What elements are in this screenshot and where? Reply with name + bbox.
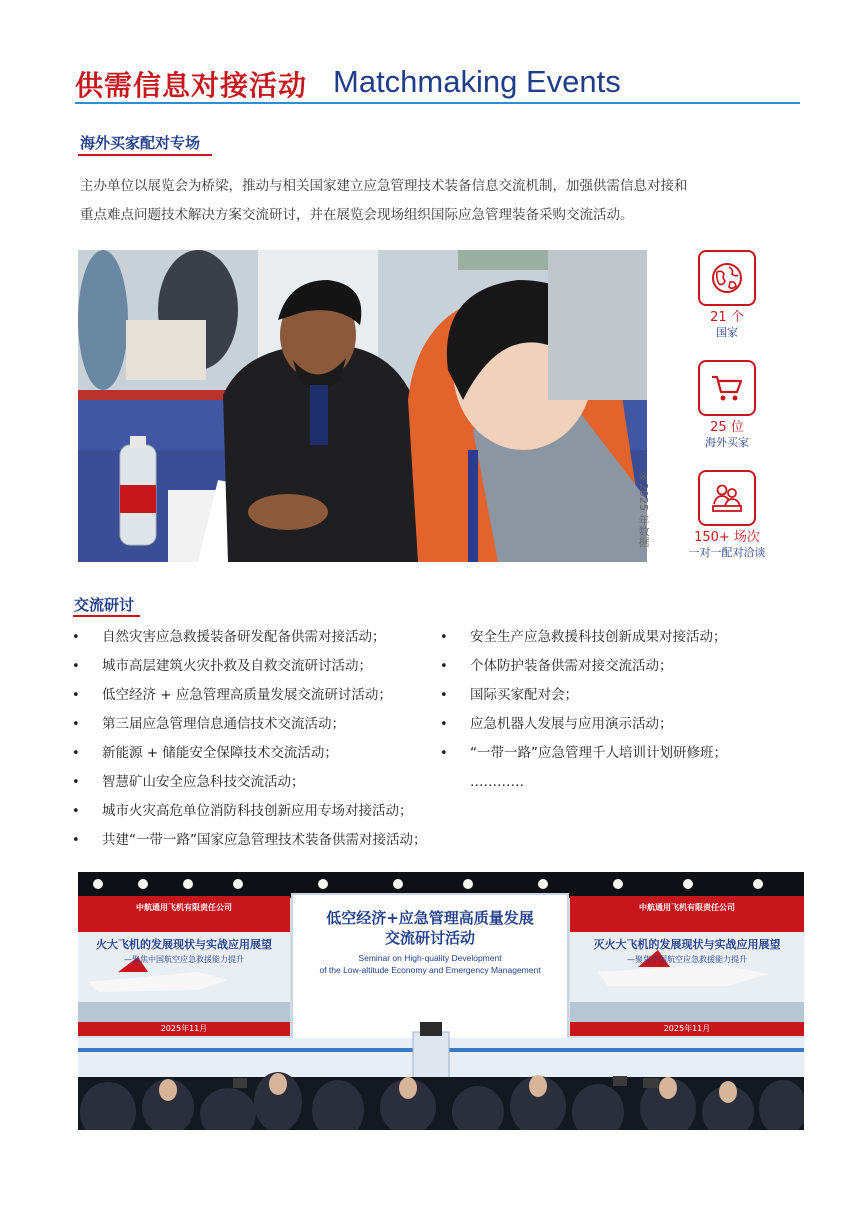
header-divider (75, 102, 800, 104)
list-item-text: 安全生产应急救援科技创新成果对接活动； (470, 629, 727, 645)
stage-right-title: 灭火大飞机的发展现状与实战应用展望 (593, 938, 781, 951)
stat-countries (684, 250, 770, 340)
seminar-list-right (440, 623, 727, 797)
bullet: • (440, 630, 448, 645)
section-title-underline (73, 615, 140, 617)
list-item (72, 652, 427, 681)
list-item (440, 623, 727, 652)
section-title-seminars: 交流研讨 (74, 596, 135, 614)
bullet: • (440, 659, 448, 674)
list-item-text: 第三届应急管理信息通信技术交流活动； (102, 716, 345, 732)
bullet: • (72, 804, 80, 819)
stage-left-date: 2025年11月 (160, 1024, 208, 1033)
ellipsis-text: ………… (470, 774, 524, 790)
seminar-list-left (72, 623, 427, 855)
list-item (72, 739, 427, 768)
seminar-stage-photo (78, 872, 804, 1130)
stage-left-company: 中航通用飞机有限责任公司 (136, 903, 232, 912)
stat-countries-number: 21 个 (710, 310, 744, 325)
list-item-text: 自然灾害应急救援装备研发配备供需对接活动； (102, 629, 386, 645)
list-item-text: 智慧矿山安全应急科技交流活动； (102, 774, 305, 790)
bullet: • (440, 746, 448, 761)
list-item-text: 城市高层建筑火灾扑救及自救交流研讨活动； (102, 658, 372, 674)
list-item (72, 681, 427, 710)
list-item (72, 710, 427, 739)
list-item-text: 低空经济 + 应急管理高质量发展交流研讨活动； (102, 687, 392, 703)
globe-icon (698, 250, 756, 306)
intro-line-2: 重点难点问题技术解决方案交流研讨，并在展览会现场组织国际应急管理装备采购交流活动。 (80, 207, 634, 223)
list-item (72, 826, 427, 855)
list-item-text: 共建“一带一路”国家应急管理技术装备供需对接活动； (102, 832, 427, 848)
list-item (72, 623, 427, 652)
stat-buyers (684, 360, 770, 450)
list-item-text: 应急机器人发展与应用演示活动； (470, 716, 673, 732)
bullet: • (72, 717, 80, 732)
bullet: • (440, 688, 448, 703)
stat-meetings-label: 一对一配对洽谈 (688, 546, 766, 559)
stat-buyers-label: 海外买家 (705, 436, 749, 449)
list-item (440, 681, 727, 710)
stage-right-company: 中航通用飞机有限责任公司 (639, 903, 735, 912)
list-item (440, 710, 727, 739)
stage-right-subtitle: —聚焦中国航空应急救援能力提升 (627, 955, 747, 964)
list-item-ellipsis (440, 768, 727, 797)
bullet: • (72, 833, 80, 848)
stage-left-title: 火大飞机的发展现状与实战应用展望 (96, 938, 272, 951)
buyer-meeting-photo (78, 250, 647, 562)
stage-left-subtitle: —聚焦中国航空应急救援能力提升 (124, 955, 244, 964)
list-item-text: “一带一路”应急管理千人培训计划研修班； (470, 745, 727, 761)
bullet: • (72, 746, 80, 761)
bullet: • (72, 688, 80, 703)
stat-meetings (684, 470, 770, 560)
intro-line-1: 主办单位以展览会为桥梁，推动与相关国家建立应急管理技术装备信息交流机制，加强供需信息对接和 (80, 178, 688, 194)
list-item (440, 652, 727, 681)
page-header (75, 60, 800, 106)
stage-right-date: 2025年11月 (663, 1024, 711, 1033)
list-item (72, 768, 427, 797)
bullet: • (72, 659, 80, 674)
bullet: • (72, 630, 80, 645)
intro-paragraph (80, 172, 790, 230)
photo-credit: ※2025 年数据 (637, 470, 650, 548)
bullet: • (72, 775, 80, 790)
list-item (72, 797, 427, 826)
stage-center-en-line2: of the Low-altitude Economy and Emergency Management (319, 965, 541, 975)
list-item (440, 739, 727, 768)
stage-center-title-line1: 低空经济+应急管理高质量发展 (326, 909, 534, 927)
stage-center-en (292, 952, 568, 976)
stat-meetings-number: 150+ 场次 (694, 530, 760, 545)
list-item-text: 城市火灾高危单位消防科技创新应用专场对接活动； (102, 803, 413, 819)
page-title-cn: 供需信息对接活动 (75, 69, 308, 102)
handshake-meeting-icon (698, 470, 756, 526)
stage-center-title-line2: 交流研讨活动 (384, 929, 475, 947)
list-item-text: 新能源 + 储能安全保障技术交流活动； (102, 745, 338, 761)
shopping-cart-icon (698, 360, 756, 416)
stage-center-title (292, 908, 568, 948)
stat-buyers-number: 25 位 (710, 420, 744, 435)
page-title-en: Matchmaking Events (333, 64, 621, 99)
stat-countries-label: 国家 (716, 326, 738, 339)
section-title-underline (78, 154, 212, 156)
list-item-text: 国际买家配对会； (470, 687, 578, 703)
bullet: • (440, 717, 448, 732)
stage-center-en-line1: Seminar on High-quality Development (358, 953, 502, 963)
section-title-buyers: 海外买家配对专场 (80, 134, 201, 152)
list-item-text: 个体防护装备供需对接交流活动； (470, 658, 673, 674)
